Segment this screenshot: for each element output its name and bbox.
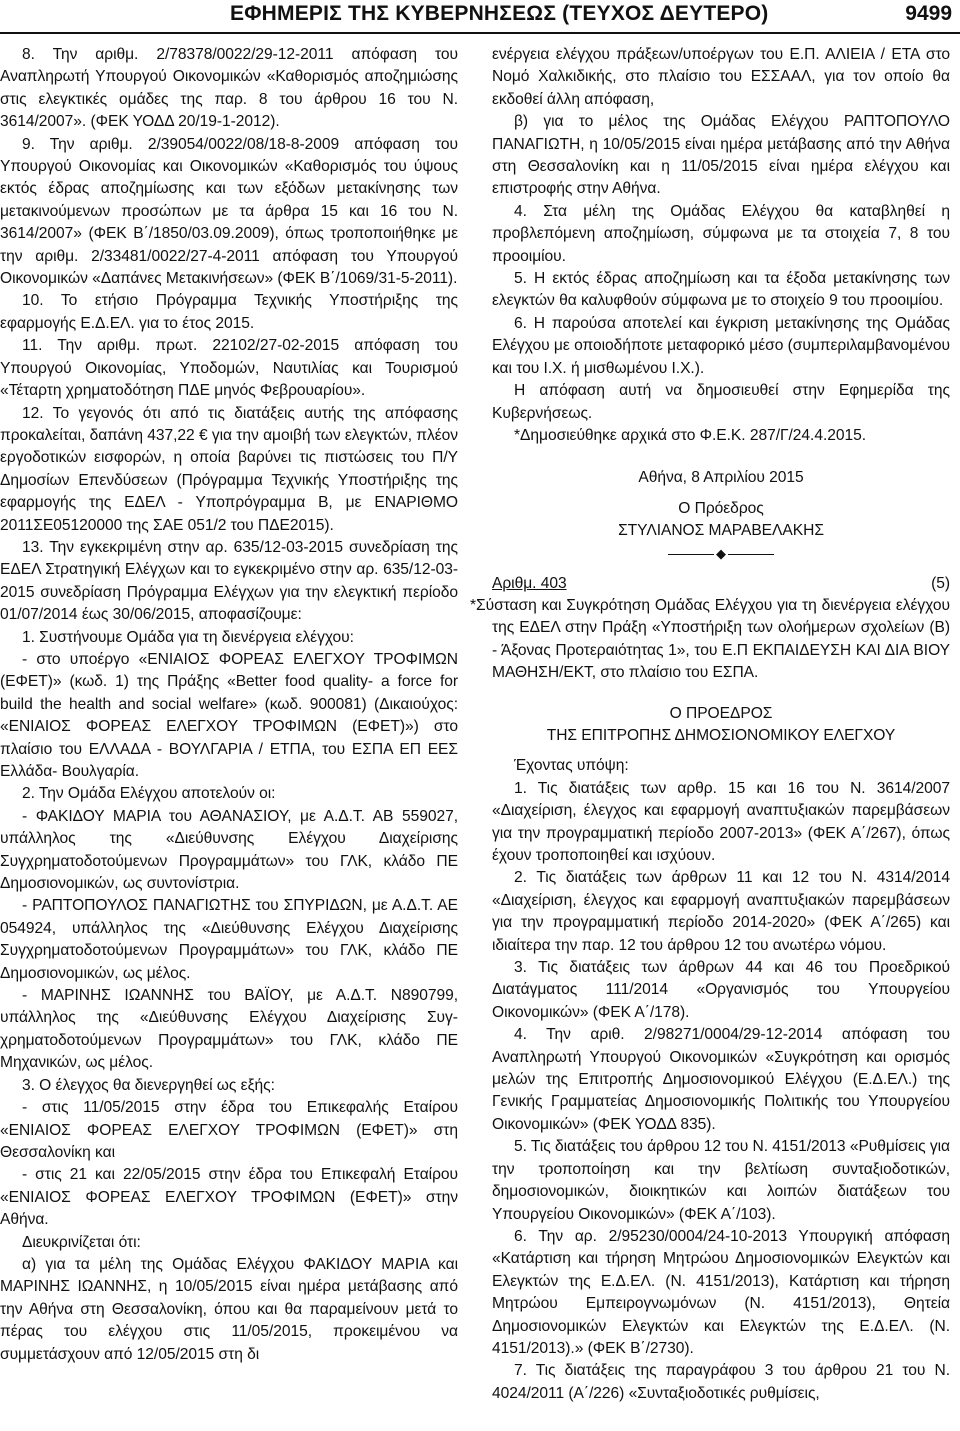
audit-date-athens: - στις 21 και 22/05/2015 στην έδρα του Επικεφαλή Εταίρου «ΕΝΙΑΙΟΣ ΦΟΡΕΑΣ ΕΛΕΓΧΟΥ ΤΡΟΦΙΜΩΝ (ΕΦΕΤ)» στην Αθήνα.	[0, 1166, 458, 1229]
clarification-b: β) για το μέλος της Ομάδας Ελέγχου ΡΑΠΤΟΠΟΥΛΟ ΠΑΝΑΓΙΩΤΗ, η 10/05/2015 είναι ημέρα μετάβασης από την Αθήνα στη Θεσσαλονίκη και η 11/05/2015 είναι ημέρα ελέγχου και επιστροφής στην Αθήνα.	[492, 113, 950, 198]
clarification-a-continued: ενέργεια ελέγχου πράξεων/υποέργων του Ε.Π. ΑΛΙΕΙΑ / ΕΤΑ στο Νομό Χαλκιδικής, στο πλαίσιο του ΕΣΣΑΑΛ, για τον οποίο θα εκδοθεί άλλη απόφαση,	[492, 46, 950, 108]
preamble-item-9: 9. Την αριθμ. 2/39054/0022/08/18-8-2009 απόφαση του Υπουργού Οικονομίας και Οικονομικών «Καθορισμός του ύψους εκτός έδρας αποζημίωσης και των εξόδων μετακίνησης των μετακινούμενων προσώπων με τα άρθρα 15 και 16 του Ν. 3614/2007» (ΦΕΚ Β΄/1850/03.09.2009), όπως τροποποιήθηκε με την αριθμ. 2/33481/0022/27-4-2011 απόφαση του Υπουργού Οικονομικών «Δαπάνες Μετακινήσεων» (ΦΕΚ Β΄/1069/31-5-2011).	[0, 135, 458, 288]
considering-item-3: 3. Τις διατάξεις των άρθρων 44 και 46 του Προεδρικού Διατάγματος 111/2014 «Οργανισμός του Υπουργείου Οικονομικών» (ΦΕΚ Α΄/178).	[492, 959, 950, 1021]
diamond-icon: ◆	[716, 545, 726, 561]
signer-name: ΣΤΥΛΙΑΝΟΣ ΜΑΡΑΒΕΛΑΚΗΣ	[618, 522, 824, 540]
page-header	[0, 0, 960, 34]
gazette-title: ΕΦΗΜΕΡΙΣ ΤΗΣ ΚΥΒΕΡΝΗΣΕΩΣ (ΤΕΥΧΟΣ ΔΕΥΤΕΡΟ)	[230, 2, 769, 25]
considering-item-7: 7. Τις διατάξεις της παραγράφου 3 του άρθρου 21 του Ν. 4024/2011 (Α΄/226) «Συνταξιοδοτικές ρυθμίσεις,	[492, 1362, 950, 1402]
right-column	[470, 44, 951, 1405]
decision-item-4: 4. Στα μέλη της Ομάδας Ελέγχου θα καταβληθεί η προβλεπόμενη αποζημίωση, σύμφωνα με τα στοιχεία 7, 8 του προοιμίου.	[492, 202, 950, 265]
considering-heading: Έχοντας υπόψη:	[514, 757, 629, 775]
decision-heading	[492, 573, 950, 595]
considering-item-1: 1. Τις διατάξεις των αρθρ. 15 και 16 του Ν. 3614/2007 «Διαχείριση, έλεγχος και εφαρμογή αναπτυξιακών παρεμβάσεων για την προγραμματική περίοδο 2007-2013» (ΦΕΚ Α΄/267), όπως έχουν τροποποιηθεί και ισχύουν.	[492, 779, 950, 864]
considering-item-6: 6. Την αρ. 2/95230/0004/24-10-2013 Υπουργική απόφαση «Κατάρτιση και τήρηση Μητρώου Δημοσιονομικών Ελεγκτών και Ελεγκτών της Ε.Δ.ΕΛ. (Ν. 4151/2013), Κατάρτιση και τήρηση Μητρώου Εμπειρογνωμόνων (Ν. 4151/2013), Θητεία Δημοσιονομικών Ελεγκτών και Ελεγκτών της Ε.Δ.ΕΛ. (Ν. 4151/2013).» (ΦΕΚ Β΄/2730).	[492, 1227, 950, 1357]
preamble-item-11: 11. Την αριθμ. πρωτ. 22102/27-02-2015 απόφαση του Υπουργού Οικονομίας, Υποδομών, Ναυτιλίας και Τουρισμού «Τέταρτη χρηματοδότηση ΠΔΕ μηνός Φεβρουαρίου».	[0, 337, 458, 400]
signer-title: Ο Πρόεδρος	[678, 499, 764, 517]
decision-item-5: 5. Η εκτός έδρας αποζημίωση και τα έξοδα μετακίνησης των ελεγκτών θα καλυφθούν σύμφωνα με το στοιχείο 9 του προοιμίου.	[492, 270, 950, 310]
considering-item-5: 5. Τις διατάξεις του άρθρου 12 του Ν. 4151/2013 «Ρυθμίσεις για την τροποποίηση και την βελτίωση συνταξιοδοτικών, δημοσιονομικών, διοικητικών και λοιπών διατάξεων του Υπουργείου Οικονομικών» (ΦΕΚ Α΄/103).	[492, 1138, 951, 1223]
preamble-item-12: 12. Το γεγονός ότι από τις διατάξεις αυτής της απόφασης προκαλείται, δαπάνη 437,22 € για την αμοιβή των ελεγκτών, πλέον εργοδοτικών εισφορών, η οποία βαρύνει τις πιστώσεις του Π/Υ Δημοσίων Επενδύσεων (Πρόγραμμα Τεχνικής Υποστήριξης της εφαρμογής της ΕΔΕΛ - Υποπρόγραμμα Β, με ΕΝΑΡΙΘΜΟ 2011ΣΕ05120000 της ΣΑΕ 051/2 του ΠΔΕ2015).	[0, 404, 458, 534]
publication-footnote: *Δημοσιεύθηκε αρχικά στο Φ.Ε.Κ. 287/Γ/24.4.2015.	[514, 426, 867, 444]
page-number: 9499	[905, 2, 952, 25]
decision-item-6: 6. Η παρούσα αποτελεί και έγκριση μετακίνησης της Ομάδας Ελέγχου με οποιοδήποτε μεταφορικό μέσο (συμπεριλαμβανομένου και του Ι.Χ. ή μισθωμένου Ι.Χ.).	[492, 314, 950, 377]
considering-item-2: 2. Τις διατάξεις των άρθρων 11 και 12 του Ν. 4314/2014 «Διαχείριση, έλεγχος και εφαρμογή αναπτυξιακών παρεμβάσεων για την προγραμματική περίοδο 2014-2020» (ΦΕΚ Α΄/265) και ιδιαίτερα την παρ. 12 του άρθρου 12 του ανωτέρω νόμου.	[492, 869, 950, 954]
decision-item-2: 2. Την Ομάδα Ελέγχου αποτελούν οι:	[22, 785, 276, 803]
decision-number: Αριθμ. 403	[492, 574, 567, 592]
authority-title: Ο ΠΡΟΕΔΡΟΣ	[669, 704, 773, 722]
decision-subject: *Σύσταση και Συγκρότηση Ομάδας Ελέγχου για τη διενέργεια ελέγχου της ΕΔΕΛ στην Πράξη «Υποστήριξη των ολοήμερων σχολείων (Β) - Άξονας Προτεραιότητας 1», του Ε.Π ΕΚΠΑΙΔΕΥΣΗ ΚΑΙ ΔΙΑ ΒΙΟΥ ΜΑΘΗΣΗ/ΕΚΤ, στο πλαίσιο του ΕΣΠΑ.	[470, 596, 950, 682]
clarification-heading: Διευκρινίζεται ότι:	[22, 1233, 141, 1251]
team-member-marinis: - ΜΑΡΙΝΗΣ ΙΩΑΝΝΗΣ του ΒΑΪΟΥ, με Α.Δ.Τ. Ν890799, υπάλληλος της «Διεύθυνσης Ελέγχου Διαχείρισης Συγχρηματοδοτούμενων Προγραμμάτων» του ΓΛΚ, κλάδο ΠΕ Μηχανικών, ως μέλος.	[0, 987, 458, 1072]
audit-date-thessaloniki: - στις 11/05/2015 στην έδρα του Επικεφαλής Εταίρου «ΕΝΙΑΙΟΣ ΦΟΡΕΑΣ ΕΛΕΓΧΟΥ ΤΡΟΦΙΜΩΝ (ΕΦΕΤ)» στη Θεσσαλονίκη και	[0, 1099, 458, 1161]
header-rule	[0, 32, 960, 34]
authority-committee: ΤΗΣ ΕΠΙΤΡΟΠΗΣ ΔΗΜΟΣΙΟΝΟΜΙΚΟΥ ΕΛΕΓΧΟΥ	[546, 726, 896, 744]
clarification-a: α) για τα μέλη της Ομάδας Ελέγχου ΦΑΚΙΔΟΥ ΜΑΡΙΑ και ΜΑΡΙΝΗΣ ΙΩΑΝΝΗΣ, η 10/05/2015 είναι ημέρα μετάβασης από την Αθήνα στη Θεσσαλονίκη, όπου και θα παραμείνουν μετά το πέρας του ελέγχου στις 11/05/2015, προκειμένου να συμμετάσχουν από 12/05/2015 στη δι	[0, 1255, 458, 1363]
team-member-raptopoulos: - ΡΑΠΤΟΠΟΥΛΟΣ ΠΑΝΑΓΙΩΤΗΣ του ΣΠΥΡΙΔΩΝ, με Α.Δ.Τ. ΑΕ 054924, υπάλληλος της «Διεύθυνσης Ελέγχου Διαχείρισης Συγχρηματοδοτούμενων Προγραμμάτων» του ΓΛΚ, κλάδο ΠΕ Δημοσιονομικών, ως μέλος.	[0, 897, 458, 982]
team-member-fakidou: - ΦΑΚΙΔΟΥ ΜΑΡΙΑ του ΑΘΑΝΑΣΙΟΥ, με Α.Δ.Τ. ΑΒ 559027, υπάλληλος της «Διεύθυνσης Ελέγχου Διαχείρισης Συγχρηματοδοτούμενων Προγραμμάτων» του ΓΛΚ, κλάδο ΠΕ Δημοσιονομικών, ως συντονίστρια.	[0, 807, 458, 893]
decision-ref: (5)	[931, 574, 950, 592]
publication-order: Η απόφαση αυτή να δημοσιευθεί στην Εφημερίδα της Κυβερνήσεως.	[492, 382, 950, 422]
preamble-item-8: 8. Την αριθμ. 2/78378/0022/29-12-2011 απόφαση του Αναπληρωτή Υπουργού Οικονομικών «Καθορισμός αποζημιώσης στις ελεγκτικές ομάδες της παρ. 8 του άρθρου 16 του Ν. 3614/2007». (ΦΕΚ ΥΟΔΔ 20/19-1-2012).	[0, 46, 458, 131]
decision-item-3: 3. Ο έλεγχος θα διενεργηθεί ως εξής:	[22, 1076, 275, 1094]
considering-item-4: 4. Την αριθ. 2/98271/0004/29-12-2014 απόφαση του Αναπληρωτή Υπουργού Οικονομικών «Συγκρότηση και ορισμός μελών της Επιτροπής Δημοσιονομικού Ελέγχου (Ε.Δ.ΕΛ.) της Γενικής Γραμματείας Δημοσιονομικής Πολιτικής του Υπουργείου Οικονομικών» (ΦΕΚ ΥΟΔΔ 835).	[492, 1026, 950, 1133]
preamble-item-13: 13. Την εγκεκριμένη στην αρ. 635/12-03-2015 συνεδρίαση της ΕΔΕΛ Στρατηγική Ελέγχων και το εγκεκριμένο στην αρ. 635/12-03-2015 συνεδρίαση Πρόγραμμα Ελέγχων για την ελεγκτική περίοδο 01/07/2014 έως 30/06/2015, αποφασίζουμε:	[0, 538, 458, 624]
left-column	[0, 44, 458, 1366]
decision-subproject: - στο υποέργο «ΕΝΙΑΙΟΣ ΦΟΡΕΑΣ ΕΛΕΓΧΟΥ ΤΡΟΦΙΜΩΝ (ΕΦΕΤ)» (κωδ. 1) της Πράξης «Better food quality- a force for build the health and social welfare» (κωδ. 900081) (Δικαιούχος: «ΕΝΙΑΙΟΣ ΦΟΡΕΑΣ ΕΛΕΓΧΟΥ ΤΡΟΦΙΜΩΝ (ΕΦΕΤ)») στο πλαίσιο του ΕΛΛΑΔΑ - ΒΟΥΛΓΑΡΙΑ / ΕΤΠΑ, του ΕΣΠΑ ΕΠ ΕΕΣ Ελλάδα- Βουλγαρία.	[0, 650, 458, 780]
place-date: Αθήνα, 8 Απριλίου 2015	[638, 469, 804, 487]
preamble-item-10: 10. Το ετήσιο Πρόγραμμα Τεχνικής Υποστήριξης της εφαρμογής Ε.Δ.ΕΛ. για το έτος 2015.	[0, 292, 458, 332]
decision-item-1: 1. Συστήνουμε Ομάδα για τη διενέργεια ελέγχου:	[22, 628, 354, 646]
section-divider	[492, 545, 950, 563]
